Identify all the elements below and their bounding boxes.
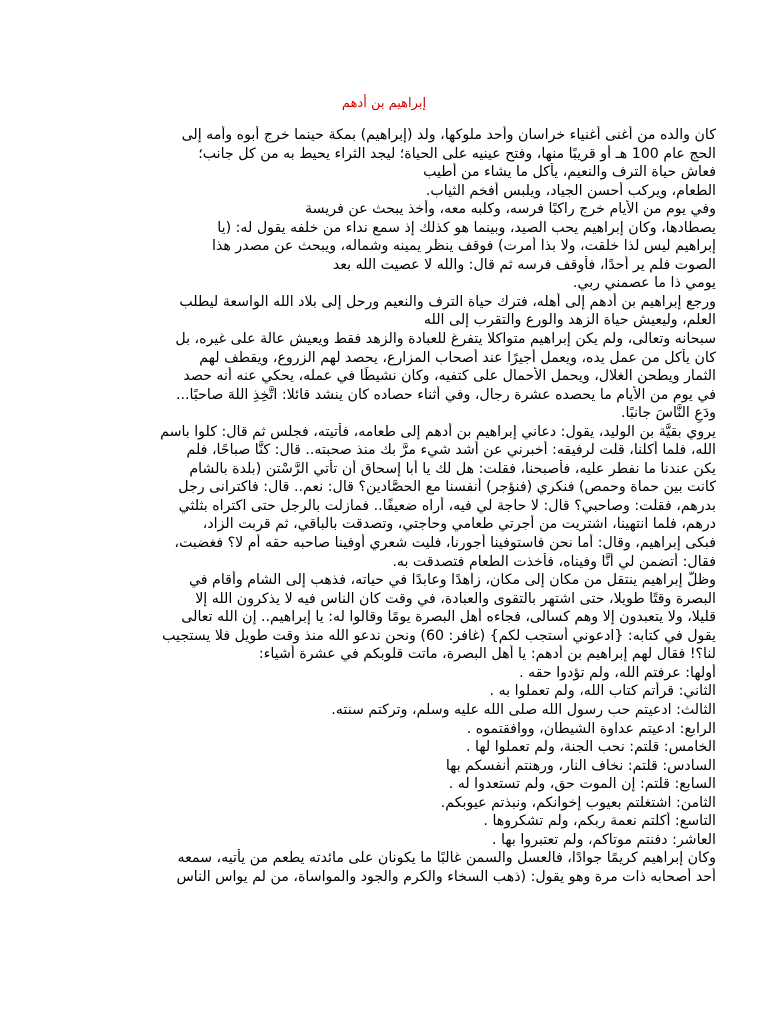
body-line: إبراهيم ليس لذا خلقت، ولا بذا أمرت) فوقف ينظر يمينه وشماله، ويبحث عن مصدر هذا — [212, 238, 716, 255]
body-line: سبحانه وتعالى، ولم يكن إبراهيم متواكلا يتفرغ للعبادة والزهد فقط ويعيش عالة على غيره، بل — [175, 331, 716, 348]
body-line: العاشر: دفنتم موتاكم، ولم تعتبروا بها . — [492, 831, 716, 848]
body-line: يصطادها، وكان إبراهيم يحب الصيد، وبينما هو كذلك إذ سمع نداء من خلفه يقول له: (يا — [217, 219, 716, 236]
body-line: بدرهم، فقلت: وصاحبي؟ قال: لا حاجة لي فيه، أراه ضعيفًا.. فمازلت بالرجل حتى اكتراه بثلثي — [178, 497, 716, 514]
body-line: يروي بقيَّة بن الوليد، يقول: دعاني إبراهيم بن أدهم إلى طعامه، فأتيته، فجلس ثم قال: كلوا باسم — [160, 423, 716, 440]
body-line: يقول في كتابه: {ادعوني أستجب لكم} (غافر: 60) ونحن ندعو الله منذ وقت طويل فلا يستجيب — [162, 627, 716, 644]
body-line: البصرة وقتًا طويلا، حتى اشتهر بالتقوى والعبادة، في وقت كان الناس فيه لا يذكرون الله إلا — [195, 590, 716, 607]
document-title: إبراهيم بن أدهم — [341, 96, 427, 111]
body-line: فعاش حياة الترف والنعيم، يأكل ما يشاء من أطيب — [423, 164, 716, 181]
body-line: يكن عندنا ما نفطر عليه، فأصبحنا، فقلت: هل لك يا أبا إسحاق أن تأتي الرَّسْتن (بلدة بالشام — [189, 460, 716, 477]
body-line: أحد أصحابه ذات مرة وهو يقول: (ذهب السخاء والكرم والجود والمواساة، من لم يواس الناس — [176, 868, 716, 885]
body-line: العلم، وليعيش حياة الزهد والورع والتقرب إلى الله — [423, 312, 716, 329]
body-line: الثاني: قرأتم كتاب الله، ولم تعملوا به . — [489, 683, 716, 700]
body-line: وظلَّ إبراهيم ينتقل من مكان إلى مكان، زاهدًا وعابدًا في حياته، فذهب إلى الشام وأقام في — [188, 572, 716, 589]
body-line: الحج عام 100 هـ أو قريبًا منها، وفتح عينيه على الحياة؛ ليجد الثراء يحيط به من كل جانب؛ — [198, 145, 716, 162]
body-line: كان والده من أغنى أغنياء خراسان وأحد ملوكها، ولد (إبراهيم) بمكة حينما خرج أبوه وأمه إلى — [181, 127, 716, 143]
body-line: ودَعِ النَّاسَ جانبًا. — [621, 405, 716, 422]
body-line: درهم، فلما انتهينا، اشتريت من أجرتي طعامي وحاجتي، وتصدقت بالباقي، ثم قربت الزاد، — [202, 516, 716, 533]
body-line: وفي يوم من الأيام خرج راكبًا فرسه، وكلبه معه، وأخذ يبحث عن فريسة — [305, 201, 716, 218]
body-line: فبكى إبراهيم، وقال: أما نحن فاستوفينا أجورنا، فليت شعري أوفينا صاحبه حقه أم لا؟ فغضبت، — [174, 535, 716, 552]
body-line: الثمار ويطحن الغلال، ويحمل الأحمال على كتفيه، وكان نشيطًا في عمله، يحكي عنه أنه حصد — [183, 368, 716, 385]
body-line: يومي ذا ما عصمني ربي. — [572, 275, 716, 292]
body-line: ورجع إبراهيم بن أدهم إلى أهله، فترك حياة الترف والنعيم ورحل إلى بلاد الله الواسعة ليطلب — [179, 293, 716, 310]
body-line: وكان إبراهيم كريمًا جوادًا، فالعسل والسمن غالبًا ما يكونان على مائدته يطعم من يأتيه، سمعه — [177, 850, 716, 867]
body-line: الرابع: ادعيتم عداوة الشيطان، ووافقتموه . — [466, 720, 716, 737]
body-line: في يوم من الأيام ما يحصده عشرة رجال، وفي أثناء حصاده كان ينشد قائلا: اتَّخِذِ اللهَ صاحبًا... — [176, 386, 716, 403]
body-line: الخامس: قلتم: نحب الجنة، ولم تعملوا لها . — [466, 739, 716, 756]
body-line: فقال: أتضمن لي أنَّا وفيناه، فأخذت الطعام فتصدقت به. — [392, 553, 716, 570]
body-line: الله، فلما أكلنا، قلت لرفيقه: أخبرني عن أشد شيء مرَّ بك منذ صحبته.. قال: كنَّا صباحًا، فلم — [186, 442, 716, 459]
body-line: الثامن: اشتغلتم بعيوب إخوانكم، ونبذتم عيوبكم. — [440, 794, 716, 811]
body-line: السابع: قلتم: إن الموت حق، ولم تستعدوا له . — [448, 776, 716, 793]
document-body — [76, 126, 716, 886]
body-line: أولها: عرفتم الله، ولم تؤدوا حقه . — [519, 664, 716, 681]
body-line: لنا؟! فقال لهم إبراهيم بن أدهم: يا أهل البصرة، ماتت قلوبكم في عشرة أشياء: — [258, 646, 716, 663]
body-line: كانت بين حماة وحمص) فنكري (فنؤجر) أنفسنا مع الحصَّادين؟ قال: نعم.. قال: فاكترانى رجل — [178, 479, 716, 496]
body-line: الصوت فلم ير أحدًا، فأوقف فرسه ثم قال: والله لا عصيت الله بعد — [332, 256, 716, 273]
body-line: كان يأكل من عمل يده، ويعمل أجيرًا عند أصحاب المزارع، يحصد لهم الزروع، ويقطف لهم — [199, 349, 716, 366]
body-line: الثالث: ادعيتم حب رسول الله صلى الله عليه وسلم، وتركتم سنته. — [331, 701, 716, 718]
body-line: قليلا، ولا يتعبدون إلا وهم كسالى، فجاءه أهل البصرة يومًا وقالوا له: يا إبراهيم.. إن الله تعالى — [181, 609, 716, 626]
body-line: التاسع: أكلتم نعمة ربكم، ولم تشكروها . — [483, 813, 716, 830]
body-line: الطعام، ويركب أحسن الجياد، ويلبس أفخم الثياب. — [425, 182, 716, 199]
body-line: السادس: قلتم: نخاف النار، ورهنتم أنفسكم بها — [445, 757, 716, 774]
